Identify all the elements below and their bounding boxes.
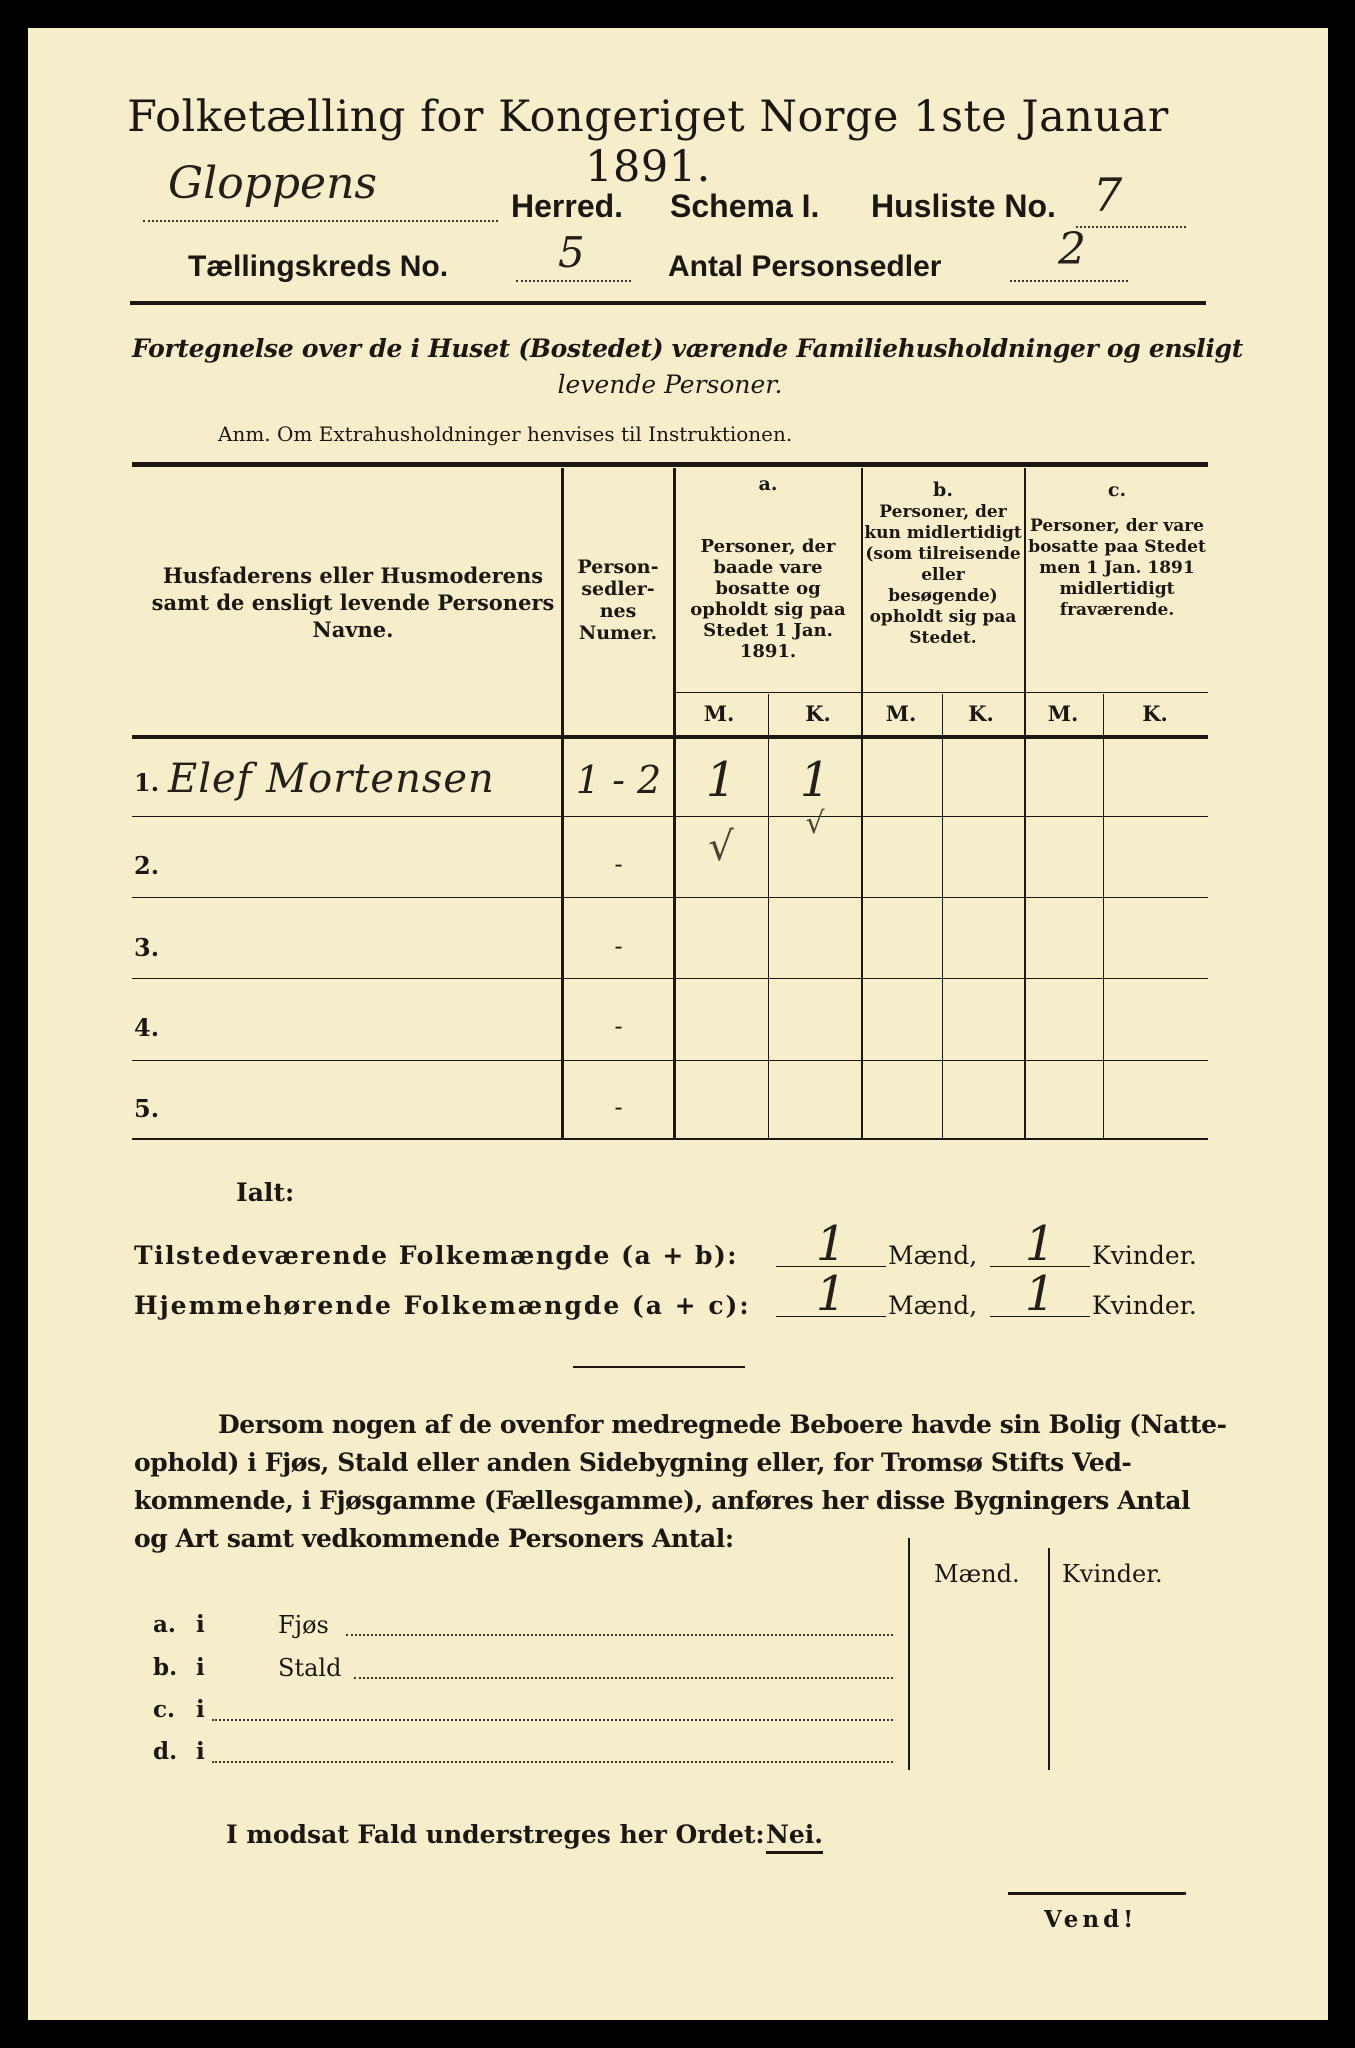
row-number: 3. <box>134 933 160 962</box>
item-dotted-line <box>212 1707 893 1721</box>
split-c <box>1103 694 1104 1140</box>
col-head-b-letter: b. <box>933 479 953 501</box>
a-m-head: M. <box>703 701 735 726</box>
outbuild-maend-head: Mænd. <box>934 1560 1020 1588</box>
header-rule <box>130 301 1206 305</box>
item-letter: b. <box>153 1654 178 1681</box>
anm-note: Anm. Om Extrahusholdninger henvises til Instruktionen. <box>218 422 793 446</box>
col-head-num: Person-sedler-nes Numer. <box>577 556 659 644</box>
item-i: i <box>196 1738 205 1765</box>
item-i: i <box>196 1654 205 1681</box>
col-head-b: Personer, der kun midlertidigt (som tilreisende eller besøgende) opholdt sig paa Stedet. <box>864 502 1022 648</box>
tilstede-kvinder: Kvinder. <box>1092 1241 1197 1270</box>
table-top-rule <box>132 462 1208 467</box>
item-letter: c. <box>153 1696 176 1723</box>
separator-rule <box>573 1366 745 1368</box>
ialt-label: Ialt: <box>236 1178 295 1207</box>
outbuild-col-line-1 <box>908 1538 910 1770</box>
personsedler-numer: - <box>614 932 623 960</box>
hjemme-label: Hjemmehørende Folkemængde (a + c): <box>134 1291 751 1320</box>
intro-line-2: levende Personer. <box>557 370 783 399</box>
personsedler-label: Antal Personsedler <box>668 250 942 283</box>
split-a <box>768 694 769 1140</box>
vend-rule <box>1008 1892 1186 1895</box>
hjemme-k-value: 1 <box>1024 1266 1056 1322</box>
row-number: 2. <box>134 851 160 880</box>
a-k-check: √ <box>805 806 825 841</box>
col-line-b <box>861 468 863 1140</box>
hjemme-m-value: 1 <box>815 1266 847 1322</box>
personsedler-numer: 1 - 2 <box>575 758 662 802</box>
personsedler-value: 2 <box>1058 224 1086 275</box>
person-name: Elef Mortensen <box>168 756 495 802</box>
hjemme-kvinder: Kvinder. <box>1092 1291 1197 1320</box>
b-k-head: K. <box>968 701 994 726</box>
mk-rule <box>674 692 1208 693</box>
modsat-text: I modsat Fald understreges her Ordet: <box>226 1820 765 1849</box>
col-line-c <box>1024 468 1026 1140</box>
item-letter: a. <box>153 1611 176 1638</box>
row-number: 5. <box>134 1094 160 1123</box>
outbuild-col-line-2 <box>1048 1548 1050 1770</box>
hjemme-maend: Mænd, <box>888 1291 978 1320</box>
c-m-head: M. <box>1047 701 1079 726</box>
row-rule <box>132 897 1208 898</box>
item-letter: d. <box>153 1738 178 1765</box>
b-m-head: M. <box>885 701 917 726</box>
herred-label: Herred. <box>511 188 624 224</box>
col-head-a: Personer, der baade vare bosatte og opholdt sig paa Stedet 1 Jan. 1891. <box>690 536 846 662</box>
col-line-num <box>561 468 564 1140</box>
split-b <box>942 694 943 1140</box>
item-label: Fjøs <box>278 1611 329 1639</box>
col-head-name: Husfaderens eller Husmoderens samt de ensligt levende Personers Navne. <box>151 563 555 642</box>
kreds-label: Tællingskreds No. <box>188 250 449 283</box>
row-number: 1. <box>134 768 160 797</box>
tilstede-k-value: 1 <box>1024 1216 1056 1272</box>
personsedler-numer: - <box>614 1093 623 1121</box>
a-m-check: √ <box>708 824 734 870</box>
kreds-value: 5 <box>558 228 585 277</box>
outbuild-line-2: ophold) i Fjøs, Stald eller anden Sidebygning eller, for Tromsø Stifts Ved- <box>134 1448 1132 1477</box>
form-title: Folketælling for Kongeriget Norge 1ste Januar 1891. <box>127 92 1169 192</box>
row-rule <box>132 816 1208 817</box>
husliste-value: 7 <box>1093 168 1123 222</box>
personsedler-numer: - <box>614 1012 623 1040</box>
schema-label: Schema I. <box>670 188 820 224</box>
col-head-c: Personer, der vare bosatte paa Stedet men 1 Jan. 1891 midlertidigt fraværende. <box>1028 516 1206 620</box>
c-k-head: K. <box>1142 701 1168 726</box>
col-head-a-letter: a. <box>758 473 778 495</box>
tilstede-maend: Mænd, <box>888 1241 978 1270</box>
nei-word: Nei. <box>766 1820 823 1854</box>
row-rule <box>132 1060 1208 1061</box>
intro-line-1: Fortegnelse over de i Huset (Bostedet) værende Familiehusholdninger og ensligt <box>132 334 1243 363</box>
outbuild-line-1: Dersom nogen af de ovenfor medregnede Beboere havde sin Bolig (Natte- <box>218 1410 1227 1439</box>
table-header-rule <box>132 735 1208 739</box>
personsedler-numer: - <box>614 850 623 878</box>
herred-value: Gloppens <box>168 158 377 209</box>
outbuild-line-3: kommende, i Fjøsgamme (Fællesgamme), anføres her disse Bygningers Antal <box>134 1486 1191 1515</box>
item-dotted-line <box>212 1749 893 1763</box>
item-dotted-line <box>346 1622 893 1636</box>
col-head-c-letter: c. <box>1107 479 1127 501</box>
a-k-value: 1 <box>799 752 831 808</box>
husliste-label: Husliste No. <box>871 188 1056 224</box>
a-m-value: 1 <box>705 752 737 808</box>
item-dotted-line <box>354 1665 893 1679</box>
a-k-head: K. <box>805 701 831 726</box>
item-label: Stald <box>278 1654 342 1682</box>
outbuild-line-4: og Art samt vedkommende Personers Antal: <box>134 1524 734 1553</box>
census-form <box>28 28 1328 2020</box>
tilstede-m-value: 1 <box>815 1216 847 1272</box>
vend-label: Vend! <box>1044 1906 1138 1933</box>
item-i: i <box>196 1696 205 1723</box>
row-rule <box>132 978 1208 979</box>
item-i: i <box>196 1611 205 1638</box>
table-bottom-rule <box>132 1138 1208 1140</box>
tilstede-label: Tilstedeværende Folkemængde (a + b): <box>134 1241 739 1270</box>
outbuild-kvinder-head: Kvinder. <box>1062 1560 1163 1588</box>
row-number: 4. <box>134 1013 160 1042</box>
